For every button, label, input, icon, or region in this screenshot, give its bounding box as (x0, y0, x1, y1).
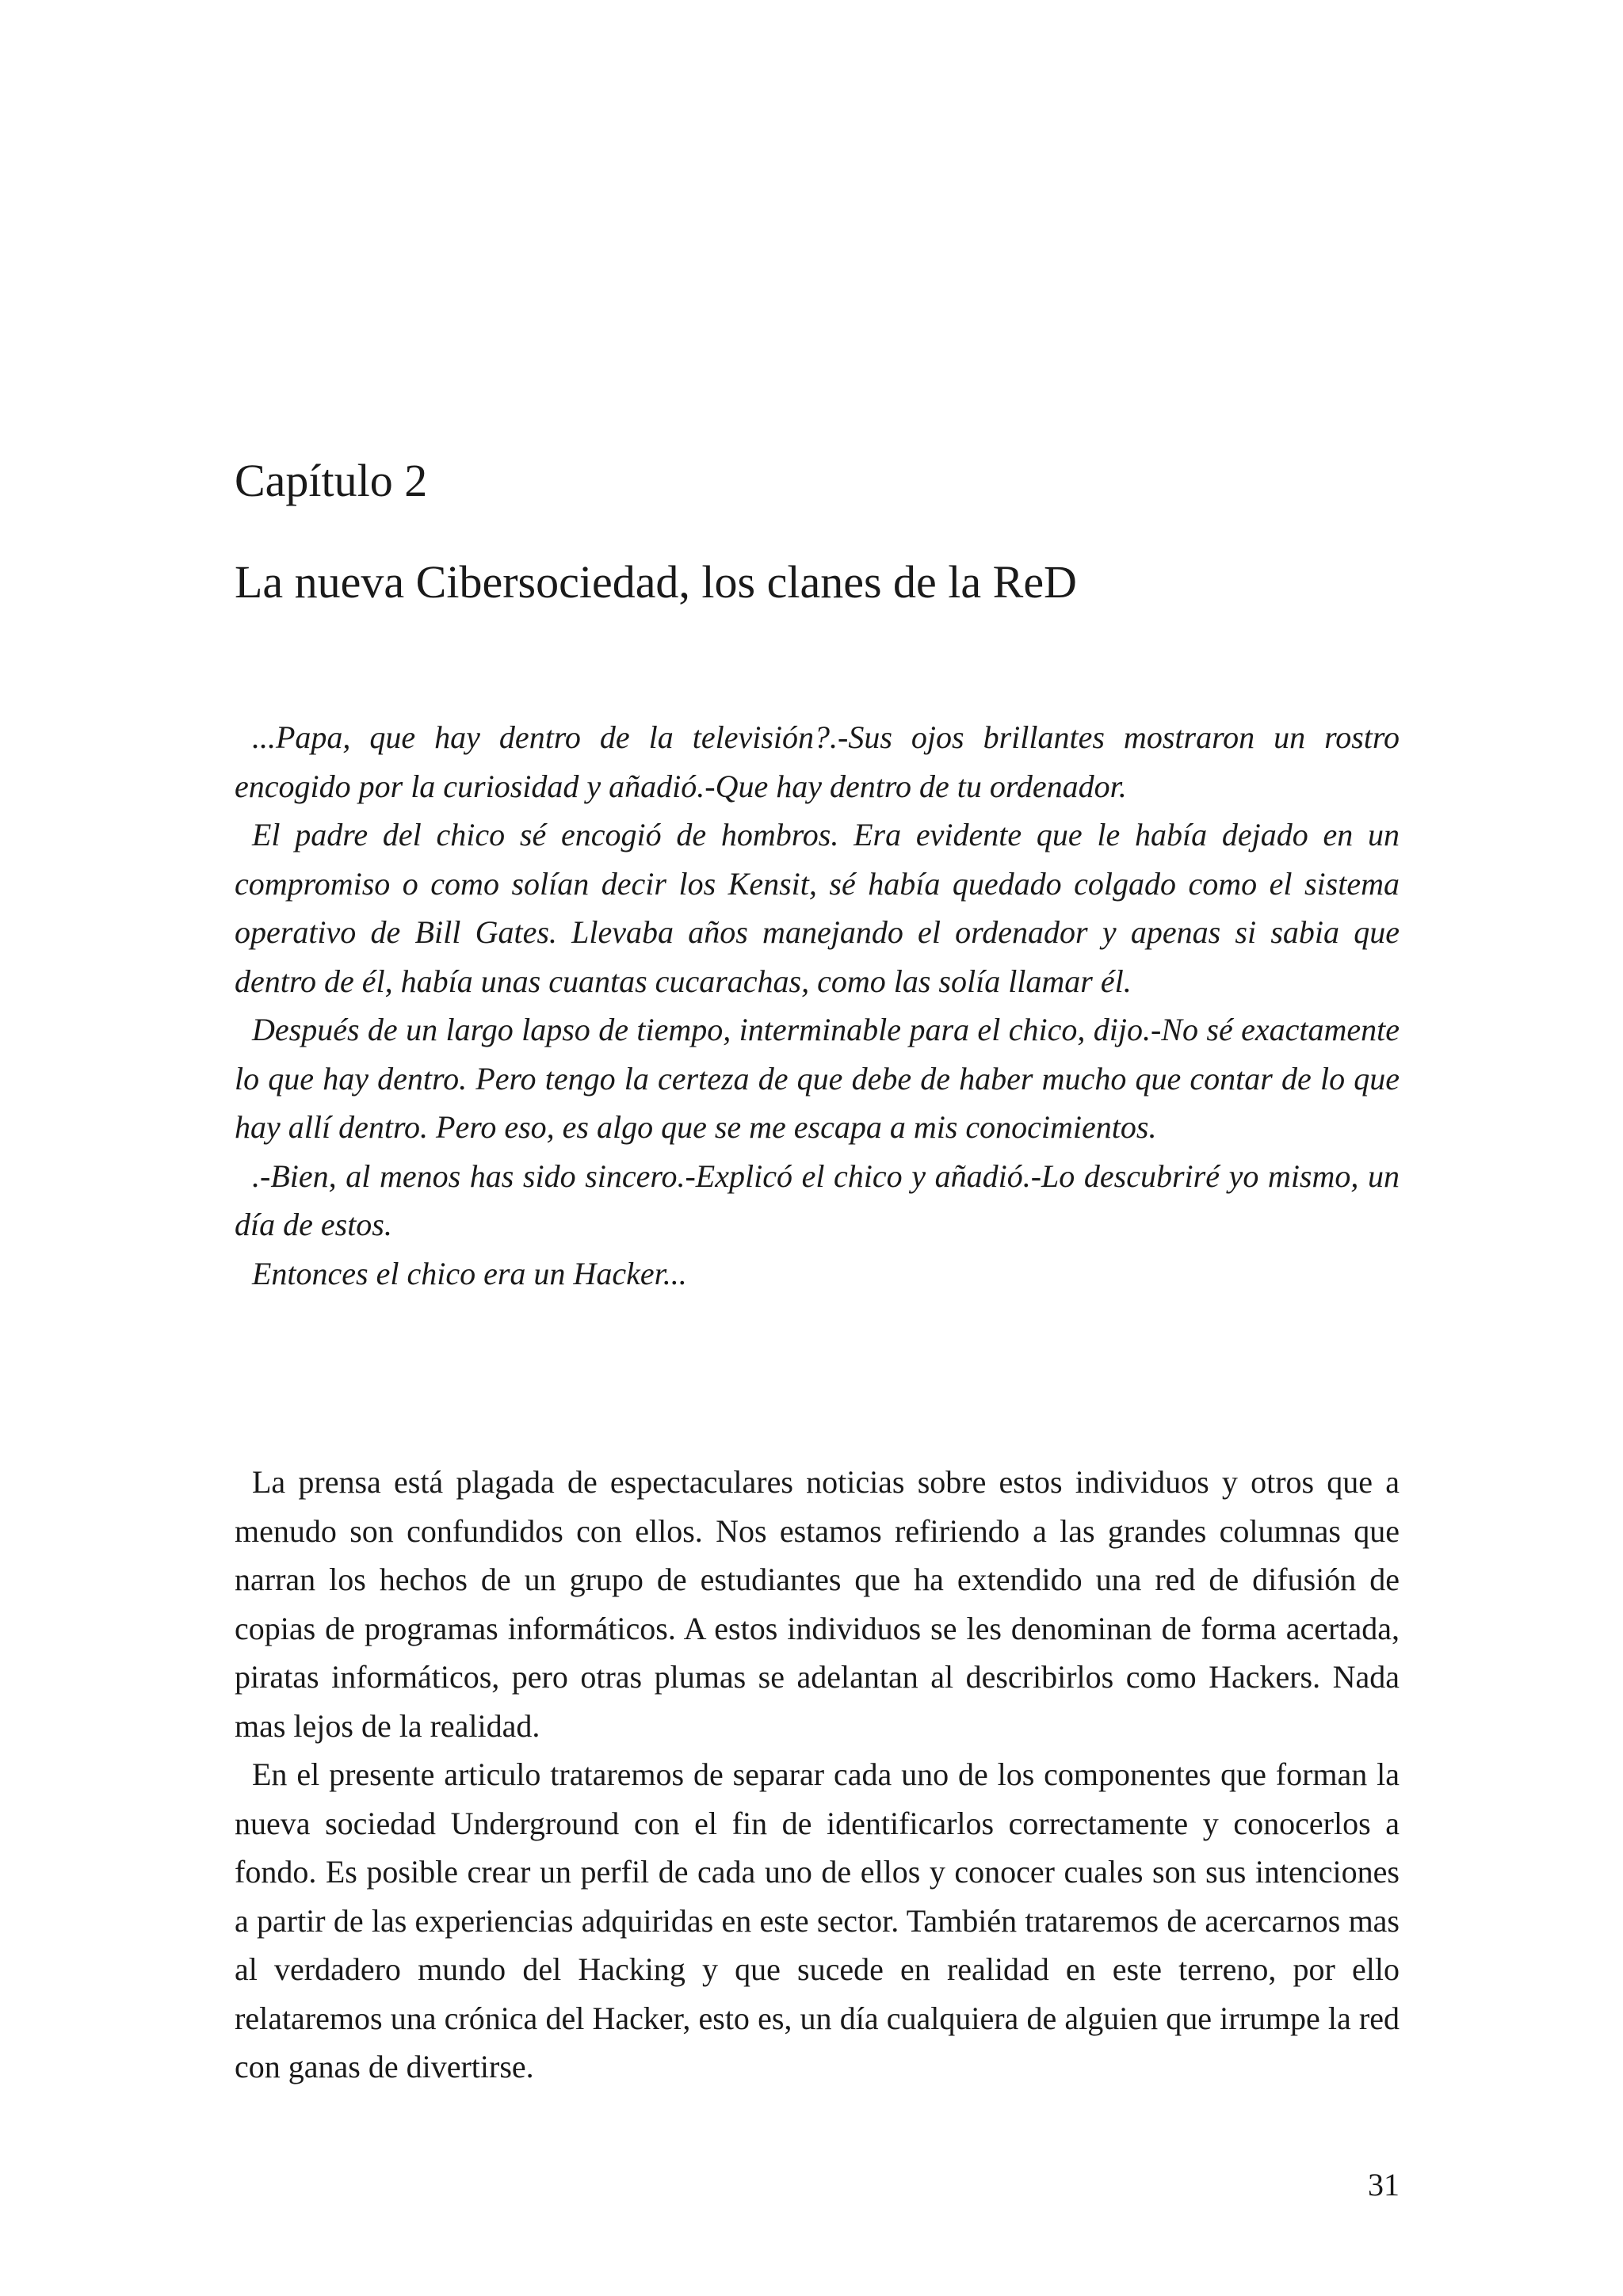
epigraph-paragraph: Después de un largo lapso de tiempo, interminable para el chico, dijo.-No sé exactamente lo que hay dentro. Pero tengo la certeza de que debe de haber mucho que contar de lo que hay allí dentro. Pero eso, es algo que se me escapa a mis conocimientos. (235, 1012, 1400, 1145)
epigraph-paragraph: El padre del chico sé encogió de hombros. Era evidente que le había dejado en un compromiso o como solían decir los Kensit, sé había quedado colgado como el sistema operativo de Bill Gates. Llevaba años manejando el ordenador y apenas si sabia que dentro de él, había unas cuantas cucarachas, como las solía llamar él. (235, 817, 1400, 999)
body-paragraph: En el presente articulo trataremos de separar cada uno de los componentes que forman la nueva sociedad Underground con el fin de identificarlos correctamente y conocerlos a fondo. Es posible crear un perfil de cada uno de ellos y conocer cuales son sus intenciones a partir de las experiencias adquiridas en este sector. También trataremos de acercarnos mas al verdadero mundo del Hacking y que sucede en realidad en este terreno, por ello relataremos una crónica del Hacker, esto es, un día cualquiera de alguien que irrumpe la red con ganas de divertirse. (235, 1756, 1400, 2084)
epigraph-paragraph: ...Papa, que hay dentro de la televisión?.-Sus ojos brillantes mostraron un rostro encogido por la curiosidad y añadió.-Que hay dentro de tu ordenador. (235, 719, 1400, 804)
epigraph-paragraph: Entonces el chico era un Hacker... (252, 1255, 687, 1291)
body-paragraph: La prensa está plagada de espectaculares noticias sobre estos individuos y otros que a menudo son confundidos con ellos. Nos estamos refiriendo a las grandes columnas que narran los hechos de un grupo de estudiantes que ha extendido una red de difusión de copias de programas informáticos. A estos individuos se les denominan de forma acertada, piratas informáticos, pero otras plumas se adelantan al describirlos como Hackers. Nada mas lejos de la realidad. (235, 1464, 1400, 1744)
chapter-title: La nueva Cibersociedad, los clanes de la ReD (235, 556, 1077, 608)
book-page (235, 0, 1400, 2296)
chapter-label: Capítulo 2 (235, 455, 428, 506)
epigraph-paragraph: .-Bien, al menos has sido sincero.-Explicó el chico y añadió.-Lo descubriré yo mismo, un día de estos. (235, 1158, 1400, 1242)
page-number: 31 (1368, 2167, 1400, 2203)
body-text (235, 1458, 1400, 2092)
epigraph (235, 713, 1400, 1298)
